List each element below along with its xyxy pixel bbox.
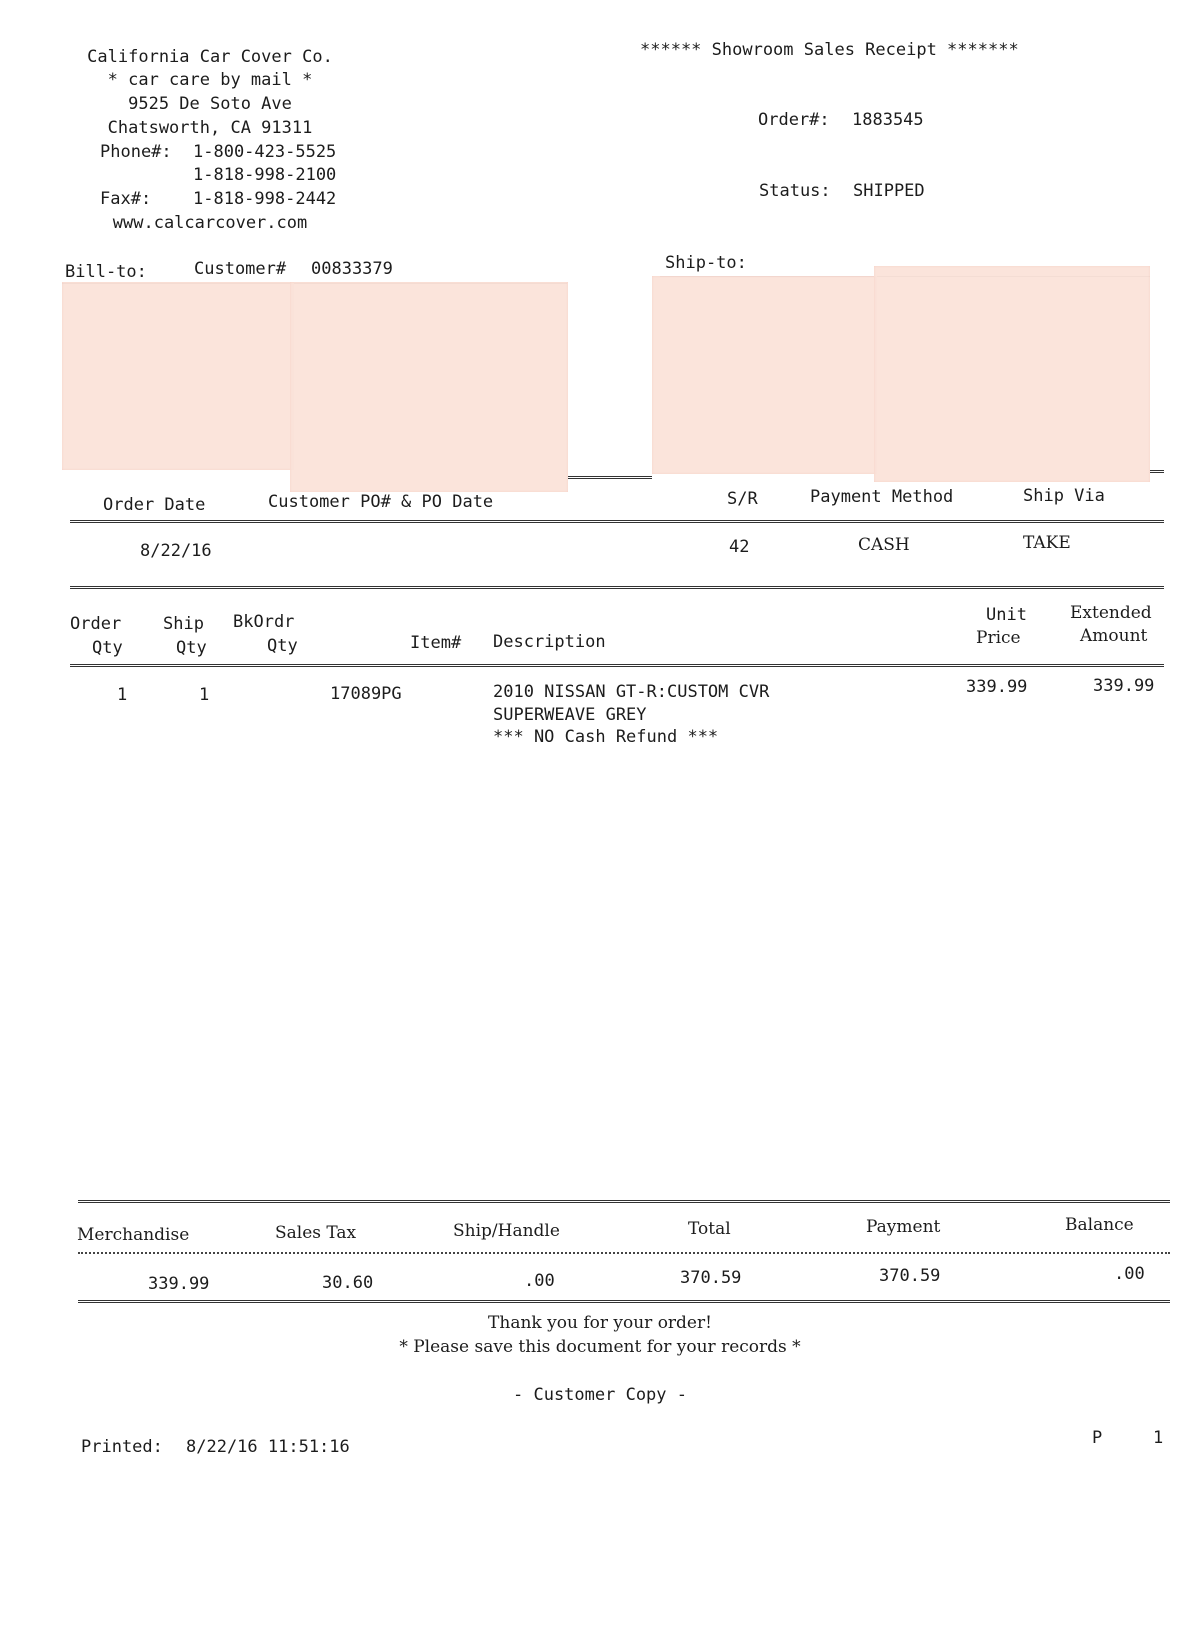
order-date-header: Order Date [103,495,206,515]
customer-number-label: Customer# [194,259,287,279]
phone-label: Phone#: [100,142,172,162]
printed-timestamp: 8/22/16 11:51:16 [186,1437,350,1457]
sales-tax-value: 30.60 [322,1273,374,1293]
row-description-2: SUPERWEAVE GREY [493,705,647,725]
totals-top-separator [78,1200,1170,1203]
bkordr-qty-header-1: BkOrdr [233,612,295,632]
balance-value: .00 [1114,1264,1145,1284]
items-top-separator [70,586,1164,589]
order-number-label: Order#: [758,110,830,130]
separator-partial-1 [568,476,652,479]
ship-qty-header-1: Ship [163,614,204,634]
bill-to-label: Bill-to: [65,262,147,282]
status-value: SHIPPED [853,181,925,201]
company-tagline: * car care by mail * [107,70,313,90]
status-label: Status: [759,181,831,201]
row-order-qty: 1 [117,685,128,705]
row-extended-amount: 339.99 [1093,676,1155,696]
company-website: www.calcarcover.com [112,213,308,233]
order-number: 1883545 [852,110,924,130]
sr-value: 42 [729,537,750,557]
company-name: California Car Cover Co. [87,47,333,67]
ship-handle-header: Ship/Handle [453,1221,560,1241]
ship-via-value: TAKE [1023,533,1071,553]
total-header: Total [688,1219,731,1239]
phone-2: 1-818-998-2100 [193,165,337,185]
separator-partial-2 [1150,470,1164,473]
customer-po-header: Customer PO# & PO Date [268,492,494,512]
bill-to-redaction-left [62,282,294,470]
customer-number: 00833379 [311,259,393,279]
items-header-separator [70,664,1164,667]
row-ship-qty: 1 [199,685,210,705]
order-date-value: 8/22/16 [140,541,212,561]
row-description-1: 2010 NISSAN GT-R:CUSTOM CVR [493,682,770,702]
merchandise-value: 339.99 [148,1274,210,1294]
row-unit-price: 339.99 [966,677,1028,697]
row-description-3: *** NO Cash Refund *** [493,727,719,747]
company-city: Chatsworth, CA 91311 [107,118,313,138]
sr-header: S/R [727,489,758,509]
payment-value: 370.59 [879,1266,941,1286]
totals-dotted-separator [78,1252,1170,1254]
receipt-title: ****** Showroom Sales Receipt ******* [640,40,1019,60]
page-label: P [1092,1428,1103,1448]
bill-to-redaction-right [290,282,568,492]
ship-to-label: Ship-to: [665,253,747,273]
page-number: 1 [1153,1428,1164,1448]
extended-header-2: Amount [1080,626,1148,646]
unit-price-header-1: Unit [986,605,1027,625]
ship-via-header: Ship Via [1023,486,1105,506]
bkordr-qty-header-2: Qty [267,636,298,656]
fax-number: 1-818-998-2442 [193,189,337,209]
ship-to-redaction-left [652,276,877,474]
payment-header: Payment [866,1217,941,1237]
extended-header-1: Extended [1070,603,1152,623]
order-info-separator [70,520,1164,523]
sales-tax-header: Sales Tax [275,1223,357,1243]
payment-method-header: Payment Method [810,487,954,507]
order-qty-header-1: Order [70,614,122,634]
thank-you-message: Thank you for your order! [488,1313,712,1333]
total-value: 370.59 [680,1268,742,1288]
balance-header: Balance [1065,1215,1134,1235]
item-number-header: Item# [410,633,462,653]
order-qty-header-2: Qty [92,638,123,658]
customer-copy-label: - Customer Copy - [513,1385,687,1405]
totals-bottom-separator [78,1300,1170,1303]
payment-method-value: CASH [858,535,910,555]
row-item-number: 17089PG [330,684,402,704]
save-document-note: * Please save this document for your records * [399,1337,801,1357]
ship-handle-value: .00 [524,1271,555,1291]
company-street: 9525 De Soto Ave [128,94,292,114]
ship-to-redaction-right [874,266,1150,482]
printed-label: Printed: [81,1437,163,1457]
phone-1: 1-800-423-5525 [193,142,337,162]
ship-qty-header-2: Qty [176,638,207,658]
fax-label: Fax#: [100,189,152,209]
merchandise-header: Merchandise [77,1225,190,1245]
description-header: Description [493,632,606,652]
unit-price-header-2: Price [976,628,1021,648]
